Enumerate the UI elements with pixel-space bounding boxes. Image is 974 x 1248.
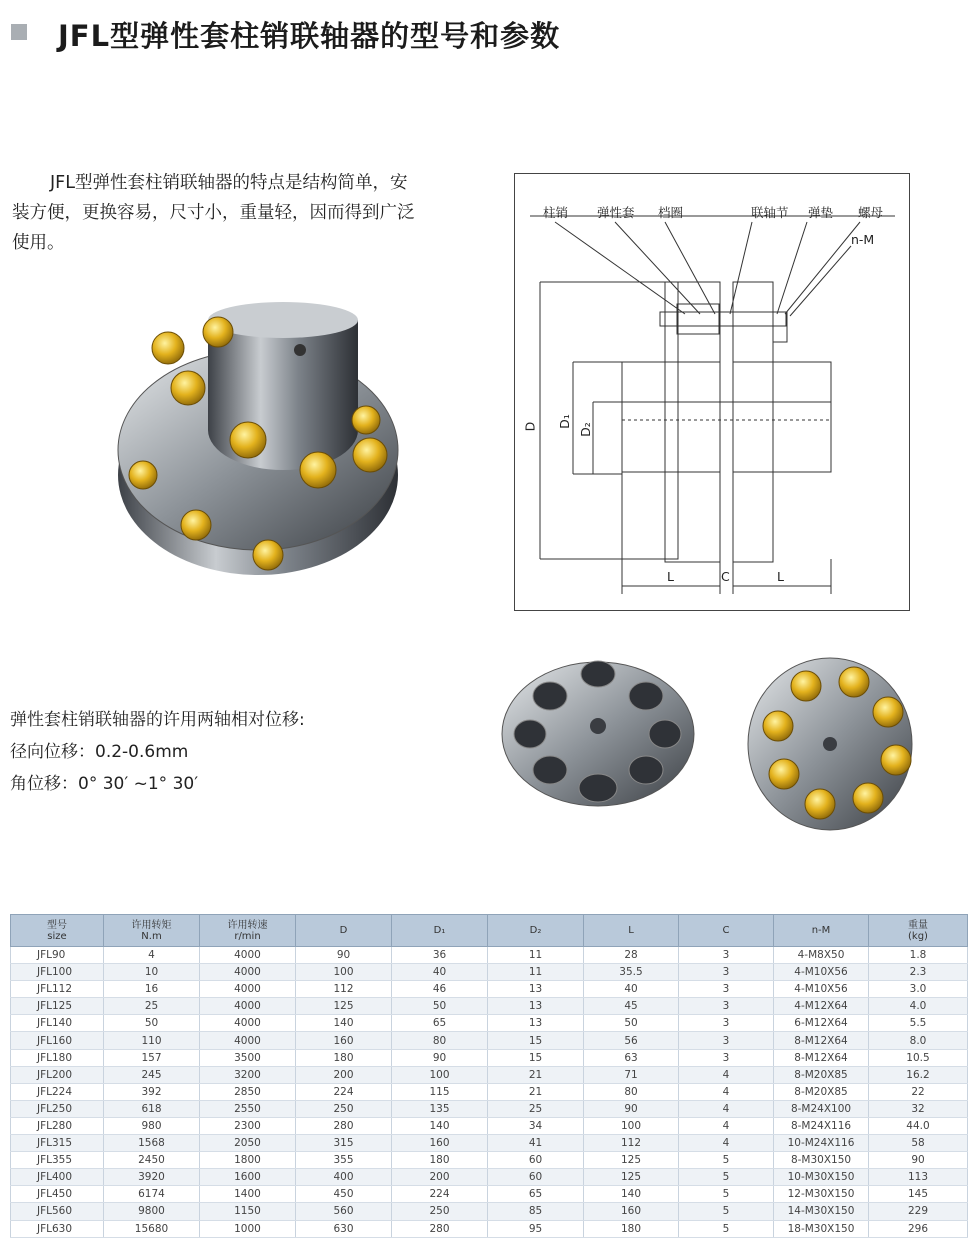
table-cell: 980: [104, 1117, 200, 1134]
table-cell: 60: [488, 1152, 584, 1169]
table-row: [11, 1083, 968, 1100]
table-cell: 280: [296, 1117, 392, 1134]
table-cell: 355: [296, 1152, 392, 1169]
table-cell: 44.0: [869, 1117, 968, 1134]
column-header-label: 重量: [908, 919, 928, 931]
column-header-label: C: [722, 925, 730, 936]
page-title: JFL型弹性套柱销联轴器的型号和参数: [58, 19, 561, 53]
table-cell: JFL100: [11, 964, 104, 981]
table-cell: 1.8: [869, 947, 968, 964]
intro-line-2: 装方便，更换容易，尺寸小，重量轻，因而得到广泛: [12, 203, 415, 223]
table-cell: 180: [392, 1152, 488, 1169]
table-cell: 4: [679, 1083, 774, 1100]
label-C: C: [721, 569, 730, 584]
angular-displacement: 角位移：0° 30′ ~1° 30′: [10, 774, 199, 794]
table-cell: 34: [488, 1117, 584, 1134]
table-cell: 45: [584, 998, 679, 1015]
table-cell: 90: [584, 1100, 679, 1117]
table-cell: 5: [679, 1220, 774, 1237]
table-cell: 2450: [104, 1152, 200, 1169]
table-row: [11, 1032, 968, 1049]
table-row: [11, 1135, 968, 1152]
table-cell: 200: [296, 1066, 392, 1083]
table-cell: 2300: [200, 1117, 296, 1134]
table-cell: 80: [584, 1083, 679, 1100]
table-cell: 8-M24X100: [774, 1100, 869, 1117]
table-cell: 16: [104, 981, 200, 998]
table-cell: 5: [679, 1203, 774, 1220]
table-cell: 4000: [200, 947, 296, 964]
table-cell: 315: [296, 1135, 392, 1152]
table-row: [11, 964, 968, 981]
table-cell: 296: [869, 1220, 968, 1237]
column-header: [296, 915, 392, 947]
table-cell: 13: [488, 981, 584, 998]
table-cell: 3200: [200, 1066, 296, 1083]
dimension-diagram: [514, 173, 910, 611]
table-cell: 32: [869, 1100, 968, 1117]
table-cell: 58: [869, 1135, 968, 1152]
column-header: [392, 915, 488, 947]
table-cell: 110: [104, 1032, 200, 1049]
table-cell: 229: [869, 1203, 968, 1220]
table-cell: JFL112: [11, 981, 104, 998]
table-cell: 63: [584, 1049, 679, 1066]
table-cell: 25: [488, 1100, 584, 1117]
table-cell: JFL400: [11, 1169, 104, 1186]
table-cell: 80: [392, 1032, 488, 1049]
table-cell: 2.3: [869, 964, 968, 981]
table-cell: 200: [392, 1169, 488, 1186]
table-cell: 8-M30X150: [774, 1152, 869, 1169]
table-row: [11, 1066, 968, 1083]
table-cell: 160: [392, 1135, 488, 1152]
table-cell: 3: [679, 1049, 774, 1066]
table-cell: 71: [584, 1066, 679, 1083]
table-cell: 11: [488, 947, 584, 964]
table-row: [11, 1117, 968, 1134]
table-cell: 4-M12X64: [774, 998, 869, 1015]
column-header: [679, 915, 774, 947]
table-cell: 3500: [200, 1049, 296, 1066]
table-cell: JFL315: [11, 1135, 104, 1152]
table-cell: 90: [392, 1049, 488, 1066]
table-cell: 2550: [200, 1100, 296, 1117]
table-cell: 50: [584, 1015, 679, 1032]
table-row: [11, 981, 968, 998]
table-cell: 50: [392, 998, 488, 1015]
table-cell: 56: [584, 1032, 679, 1049]
table-cell: 145: [869, 1186, 968, 1203]
table-cell: 40: [392, 964, 488, 981]
table-cell: JFL280: [11, 1117, 104, 1134]
column-header-unit: size: [47, 930, 67, 942]
table-cell: 90: [296, 947, 392, 964]
table-cell: 65: [392, 1015, 488, 1032]
table-cell: 250: [296, 1100, 392, 1117]
column-header-unit: N.m: [141, 930, 162, 942]
table-cell: 2050: [200, 1135, 296, 1152]
table-row: [11, 998, 968, 1015]
table-cell: 40: [584, 981, 679, 998]
label-D2: D₂: [577, 422, 593, 437]
intro-paragraph: [12, 168, 487, 258]
table-row: [11, 947, 968, 964]
label-D1: D₁: [556, 414, 572, 429]
label-washer: 弹垫: [808, 205, 834, 220]
column-header-unit: (kg): [908, 930, 928, 942]
table-cell: 8-M20X85: [774, 1083, 869, 1100]
table-cell: 100: [584, 1117, 679, 1134]
flange-photo-bolts: [746, 656, 914, 834]
label-hub: 联轴节: [751, 205, 789, 220]
table-cell: 95: [488, 1220, 584, 1237]
table-cell: 5.5: [869, 1015, 968, 1032]
label-L-right: L: [777, 569, 784, 584]
table-cell: 112: [584, 1135, 679, 1152]
column-header: [774, 915, 869, 947]
table-cell: 4000: [200, 1015, 296, 1032]
table-cell: 11: [488, 964, 584, 981]
displacement-block: [10, 704, 305, 800]
table-cell: 3: [679, 981, 774, 998]
table-cell: 1600: [200, 1169, 296, 1186]
table-cell: 1000: [200, 1220, 296, 1237]
table-cell: 1800: [200, 1152, 296, 1169]
table-cell: 618: [104, 1100, 200, 1117]
table-cell: 140: [584, 1186, 679, 1203]
table-cell: JFL355: [11, 1152, 104, 1169]
table-cell: 224: [296, 1083, 392, 1100]
table-cell: 112: [296, 981, 392, 998]
table-cell: 5: [679, 1186, 774, 1203]
table-cell: JFL125: [11, 998, 104, 1015]
table-cell: 28: [584, 947, 679, 964]
column-header-label: 型号: [47, 919, 67, 931]
table-cell: 180: [296, 1049, 392, 1066]
label-L-left: L: [667, 569, 674, 584]
label-retainer: 档圈: [658, 205, 684, 220]
table-cell: 4000: [200, 998, 296, 1015]
table-cell: 4-M8X50: [774, 947, 869, 964]
table-cell: 6-M12X64: [774, 1015, 869, 1032]
table-cell: 3: [679, 998, 774, 1015]
table-cell: 4: [679, 1066, 774, 1083]
table-cell: 4000: [200, 1032, 296, 1049]
table-cell: 4: [104, 947, 200, 964]
table-cell: 15: [488, 1049, 584, 1066]
table-cell: 8-M20X85: [774, 1066, 869, 1083]
table-cell: JFL90: [11, 947, 104, 964]
table-cell: 100: [296, 964, 392, 981]
table-header-row: [11, 915, 968, 947]
column-header-label: 许用转矩: [131, 919, 172, 931]
column-header: [104, 915, 200, 947]
table-cell: 22: [869, 1083, 968, 1100]
table-cell: JFL224: [11, 1083, 104, 1100]
spec-table: [10, 914, 968, 1238]
table-cell: 245: [104, 1066, 200, 1083]
table-cell: 4-M10X56: [774, 981, 869, 998]
table-row: [11, 1169, 968, 1186]
table-cell: 12-M30X150: [774, 1186, 869, 1203]
table-cell: 10-M24X116: [774, 1135, 869, 1152]
table-cell: 46: [392, 981, 488, 998]
table-cell: 4000: [200, 981, 296, 998]
diagram-drawing: [515, 174, 909, 610]
column-header-label: L: [628, 925, 634, 936]
table-cell: 21: [488, 1066, 584, 1083]
table-cell: 15: [488, 1032, 584, 1049]
table-row: [11, 1220, 968, 1237]
table-cell: 160: [584, 1203, 679, 1220]
table-cell: 85: [488, 1203, 584, 1220]
table-row: [11, 1015, 968, 1032]
label-nm: n-M: [851, 232, 875, 247]
column-header: [200, 915, 296, 947]
table-cell: JFL200: [11, 1066, 104, 1083]
displacement-heading: 弹性套柱销联轴器的许用两轴相对位移:: [10, 710, 305, 730]
label-sleeve: 弹性套: [597, 205, 635, 220]
column-header: [584, 915, 679, 947]
table-cell: 2850: [200, 1083, 296, 1100]
table-cell: 41: [488, 1135, 584, 1152]
column-header: [11, 915, 104, 947]
table-cell: 10-M30X150: [774, 1169, 869, 1186]
table-cell: 160: [296, 1032, 392, 1049]
table-cell: 9800: [104, 1203, 200, 1220]
label-pin: 柱销: [543, 205, 569, 220]
intro-line-3: 使用。: [12, 233, 65, 253]
table-cell: 25: [104, 998, 200, 1015]
table-cell: 1150: [200, 1203, 296, 1220]
column-header-label: D₁: [433, 925, 446, 936]
table-cell: 21: [488, 1083, 584, 1100]
table-cell: 1400: [200, 1186, 296, 1203]
table-cell: 450: [296, 1186, 392, 1203]
table-cell: 100: [392, 1066, 488, 1083]
table-cell: 113: [869, 1169, 968, 1186]
table-cell: 36: [392, 947, 488, 964]
table-cell: 400: [296, 1169, 392, 1186]
table-row: [11, 1100, 968, 1117]
column-header-label: D₂: [529, 925, 542, 936]
table-cell: JFL560: [11, 1203, 104, 1220]
table-cell: 3: [679, 1032, 774, 1049]
table-cell: 1568: [104, 1135, 200, 1152]
table-cell: 135: [392, 1100, 488, 1117]
table-cell: JFL140: [11, 1015, 104, 1032]
table-cell: 250: [392, 1203, 488, 1220]
table-cell: 4-M10X56: [774, 964, 869, 981]
table-cell: 125: [584, 1169, 679, 1186]
table-cell: 10.5: [869, 1049, 968, 1066]
table-cell: 4: [679, 1100, 774, 1117]
table-cell: JFL250: [11, 1100, 104, 1117]
table-cell: 8.0: [869, 1032, 968, 1049]
table-cell: 8-M12X64: [774, 1032, 869, 1049]
label-D: D: [522, 421, 538, 432]
column-header-label: 许用转速: [227, 919, 268, 931]
table-cell: 50: [104, 1015, 200, 1032]
table-cell: 125: [584, 1152, 679, 1169]
table-cell: 4: [679, 1135, 774, 1152]
table-cell: 3920: [104, 1169, 200, 1186]
table-cell: 3.0: [869, 981, 968, 998]
radial-displacement: 径向位移：0.2-0.6mm: [10, 742, 189, 762]
table-cell: 6174: [104, 1186, 200, 1203]
table-cell: 3: [679, 1015, 774, 1032]
table-cell: 180: [584, 1220, 679, 1237]
table-cell: 8-M12X64: [774, 1049, 869, 1066]
table-row: [11, 1049, 968, 1066]
column-header: [488, 915, 584, 947]
table-cell: 60: [488, 1169, 584, 1186]
column-header-label: n-M: [811, 925, 831, 936]
table-cell: JFL630: [11, 1220, 104, 1237]
table-cell: 140: [296, 1015, 392, 1032]
table-cell: 3: [679, 964, 774, 981]
table-cell: 157: [104, 1049, 200, 1066]
table-cell: 4000: [200, 964, 296, 981]
table-cell: 10: [104, 964, 200, 981]
table-row: [11, 1152, 968, 1169]
table-row: [11, 1203, 968, 1220]
title-marker: [11, 24, 27, 40]
table-cell: 15680: [104, 1220, 200, 1237]
label-nut: 螺母: [858, 205, 884, 220]
table-cell: 14-M30X150: [774, 1203, 869, 1220]
table-cell: JFL180: [11, 1049, 104, 1066]
table-cell: 280: [392, 1220, 488, 1237]
table-cell: 125: [296, 998, 392, 1015]
table-cell: 65: [488, 1186, 584, 1203]
table-cell: 3: [679, 947, 774, 964]
table-cell: 13: [488, 998, 584, 1015]
table-cell: JFL160: [11, 1032, 104, 1049]
intro-line-1: JFL型弹性套柱销联轴器的特点是结构简单，安: [50, 173, 408, 193]
table-cell: 224: [392, 1186, 488, 1203]
table-cell: 5: [679, 1169, 774, 1186]
table-cell: 90: [869, 1152, 968, 1169]
table-cell: 13: [488, 1015, 584, 1032]
table-cell: 140: [392, 1117, 488, 1134]
coupling-photo: [108, 300, 408, 590]
table-cell: 115: [392, 1083, 488, 1100]
table-cell: 560: [296, 1203, 392, 1220]
column-header-label: D: [339, 925, 348, 936]
table-cell: 16.2: [869, 1066, 968, 1083]
table-cell: 4: [679, 1117, 774, 1134]
table-cell: 35.5: [584, 964, 679, 981]
table-cell: 630: [296, 1220, 392, 1237]
column-header-unit: r/min: [234, 930, 261, 942]
table-cell: 392: [104, 1083, 200, 1100]
flange-photo-holes: [500, 656, 696, 808]
table-cell: 8-M24X116: [774, 1117, 869, 1134]
table-cell: 5: [679, 1152, 774, 1169]
table-cell: JFL450: [11, 1186, 104, 1203]
column-header: [869, 915, 968, 947]
table-cell: 4.0: [869, 998, 968, 1015]
table-body: [11, 947, 968, 1238]
table-row: [11, 1186, 968, 1203]
table-cell: 18-M30X150: [774, 1220, 869, 1237]
